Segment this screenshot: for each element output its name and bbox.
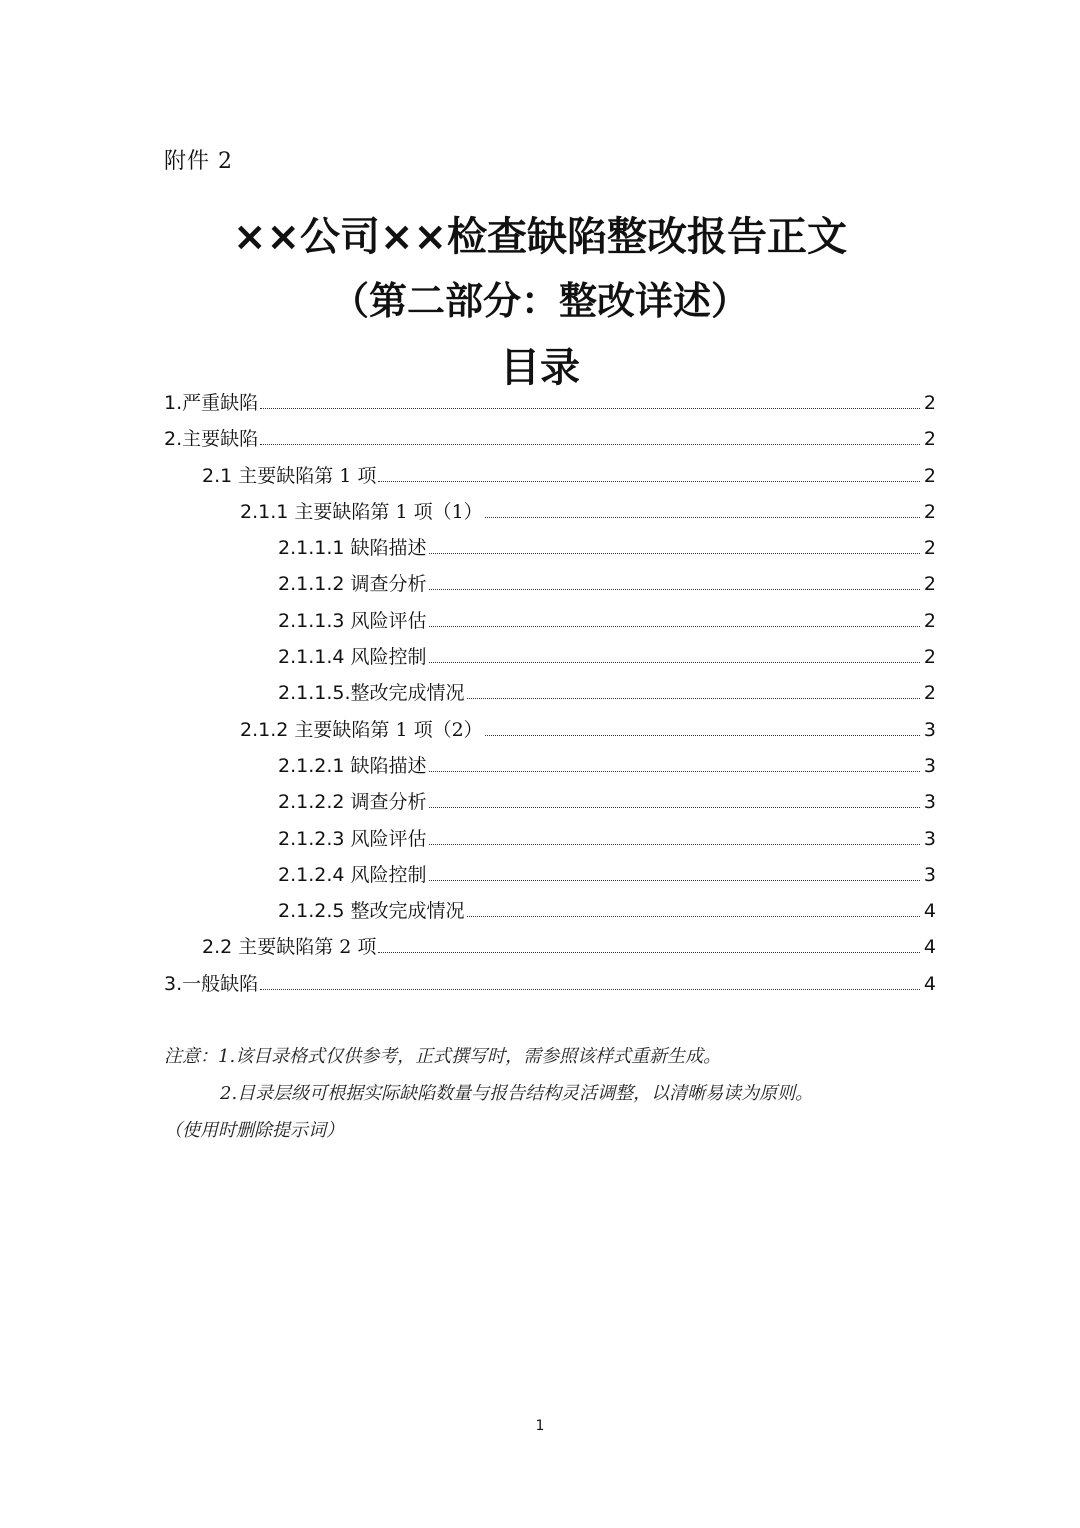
toc-entry-number: 2.1.2.4 [278,863,345,886]
toc-entry-text: 整改完成情况 [350,682,465,705]
toc-entry-label [278,787,427,814]
toc-entry[interactable] [164,533,936,569]
toc-entry[interactable] [164,461,936,497]
toc-entry-label [278,896,465,923]
toc-entry-text: 调查分析 [344,573,427,596]
toc-dot-leader [378,952,919,953]
toc-entry-page: 2 [923,392,936,414]
toc-entry-label [278,533,427,560]
toc-entry-text: 风险评估 [344,827,427,850]
toc-entry-page: 2 [923,537,936,560]
table-of-contents [164,388,936,1005]
toc-entry[interactable] [164,715,936,751]
page-number: 1 [535,1418,545,1434]
toc-entry-label [278,860,427,887]
toc-entry-number: 2.1.2.5 [278,900,345,923]
toc-dot-leader [429,880,920,881]
toc-entry-text: 风险控制 [344,646,427,669]
toc-entry-number: 2.1.1.1 [278,537,345,560]
toc-entry-number: 1. [164,392,183,414]
toc-entry-page: 3 [923,863,936,886]
toc-entry-page: 4 [923,936,936,959]
toc-dot-leader [429,844,920,845]
toc-dot-leader [429,553,920,554]
toc-dot-leader [429,589,920,590]
toc-entry-text: 主要缺陷 [182,428,259,451]
attachment-label: 附件 2 [164,149,233,174]
toc-heading: 目录 [500,345,580,391]
toc-entry-page: 3 [923,718,936,741]
toc-entry-label [240,715,483,742]
toc-entry-text: 风险评估 [344,609,427,632]
toc-entry-number: 2.1.2.3 [278,827,345,850]
toc-entry-label [164,424,258,451]
toc-entry-page: 2 [923,500,936,523]
toc-entry-text: 风险控制 [344,863,427,886]
toc-entry-number: 2.1.1.5. [278,682,351,705]
toc-entry[interactable] [164,932,936,968]
toc-entry-page: 2 [923,573,936,596]
toc-dot-leader [260,989,920,990]
toc-entry-page: 2 [923,428,936,451]
toc-dot-leader [467,698,920,699]
toc-entry-text: 缺陷描述 [344,537,427,560]
toc-entry[interactable] [164,860,936,896]
toc-entry[interactable] [164,969,936,1005]
toc-entry[interactable] [164,824,936,860]
document-title: ××公司××检查缺陷整改报告正文 [232,214,848,260]
toc-entry-number: 3. [164,972,183,995]
toc-entry[interactable] [164,569,936,605]
toc-entry-number: 2.1.2.2 [278,791,345,814]
toc-entry-label [164,388,258,415]
toc-entry-page: 2 [923,646,936,669]
toc-entry[interactable] [164,388,936,424]
toc-entry-number: 2.2 [202,936,233,959]
toc-entry-label [240,497,483,524]
toc-entry-text: 主要缺陷第 1 项 [232,464,377,487]
toc-entry[interactable] [164,678,936,714]
toc-entry[interactable] [164,751,936,787]
toc-entry-label [278,678,465,705]
toc-entry-label [278,751,427,778]
toc-entry-page: 2 [923,464,936,487]
toc-dot-leader [429,626,920,627]
toc-entry-number: 2. [164,428,183,451]
toc-dot-leader [485,517,920,518]
notes [164,1043,944,1154]
toc-dot-leader [260,408,920,409]
toc-entry-text: 主要缺陷第 1 项（2） [288,718,483,741]
toc-dot-leader [429,807,920,808]
toc-entry-page: 2 [923,682,936,705]
toc-entry-text: 整改完成情况 [344,900,465,923]
toc-entry[interactable] [164,787,936,823]
toc-entry[interactable] [164,642,936,678]
note-line-1: 注意：1.该目录格式仅供参考，正式撰写时，需参照该样式重新生成。 [164,1046,722,1067]
toc-entry-number: 2.1.2.1 [278,754,345,777]
toc-dot-leader [467,916,920,917]
document-subtitle: （第二部分：整改详述） [330,279,749,323]
toc-entry-page: 3 [923,791,936,814]
toc-entry[interactable] [164,424,936,460]
toc-entry-page: 4 [923,900,936,923]
toc-entry-text: 缺陷描述 [344,754,427,777]
toc-entry-label [278,824,427,851]
toc-entry-page: 4 [923,972,936,995]
toc-entry-text: 严重缺陷 [182,392,259,414]
note-line-3: （使用时删除提示词） [164,1120,344,1141]
toc-entry-number: 2.1.1.3 [278,609,345,632]
toc-entry-number: 2.1.1.4 [278,646,345,669]
toc-entry-label [202,932,376,959]
toc-entry-number: 2.1.2 [240,718,289,741]
toc-entry[interactable] [164,896,936,932]
toc-entry-number: 2.1.1 [240,500,289,523]
toc-entry[interactable] [164,606,936,642]
toc-entry[interactable] [164,497,936,533]
toc-entry-text: 主要缺陷第 1 项（1） [288,500,483,523]
toc-entry-page: 3 [923,754,936,777]
toc-entry-text: 调查分析 [344,791,427,814]
toc-dot-leader [260,444,920,445]
toc-entry-page: 3 [923,827,936,850]
toc-entry-number: 2.1.1.2 [278,573,345,596]
toc-entry-label [202,461,376,488]
toc-entry-page: 2 [923,609,936,632]
toc-dot-leader [378,481,919,482]
toc-entry-label [278,569,427,596]
note-line-2: 2.目录层级可根据实际缺陷数量与报告结构灵活调整，以清晰易读为原则。 [220,1083,814,1104]
toc-dot-leader [429,771,920,772]
toc-entry-label [164,969,258,996]
toc-dot-leader [429,662,920,663]
toc-dot-leader [485,735,920,736]
toc-entry-label [278,606,427,633]
toc-entry-number: 2.1 [202,464,233,487]
toc-entry-label [278,642,427,669]
toc-entry-text: 一般缺陷 [182,972,259,995]
toc-entry-text: 主要缺陷第 2 项 [232,936,377,959]
